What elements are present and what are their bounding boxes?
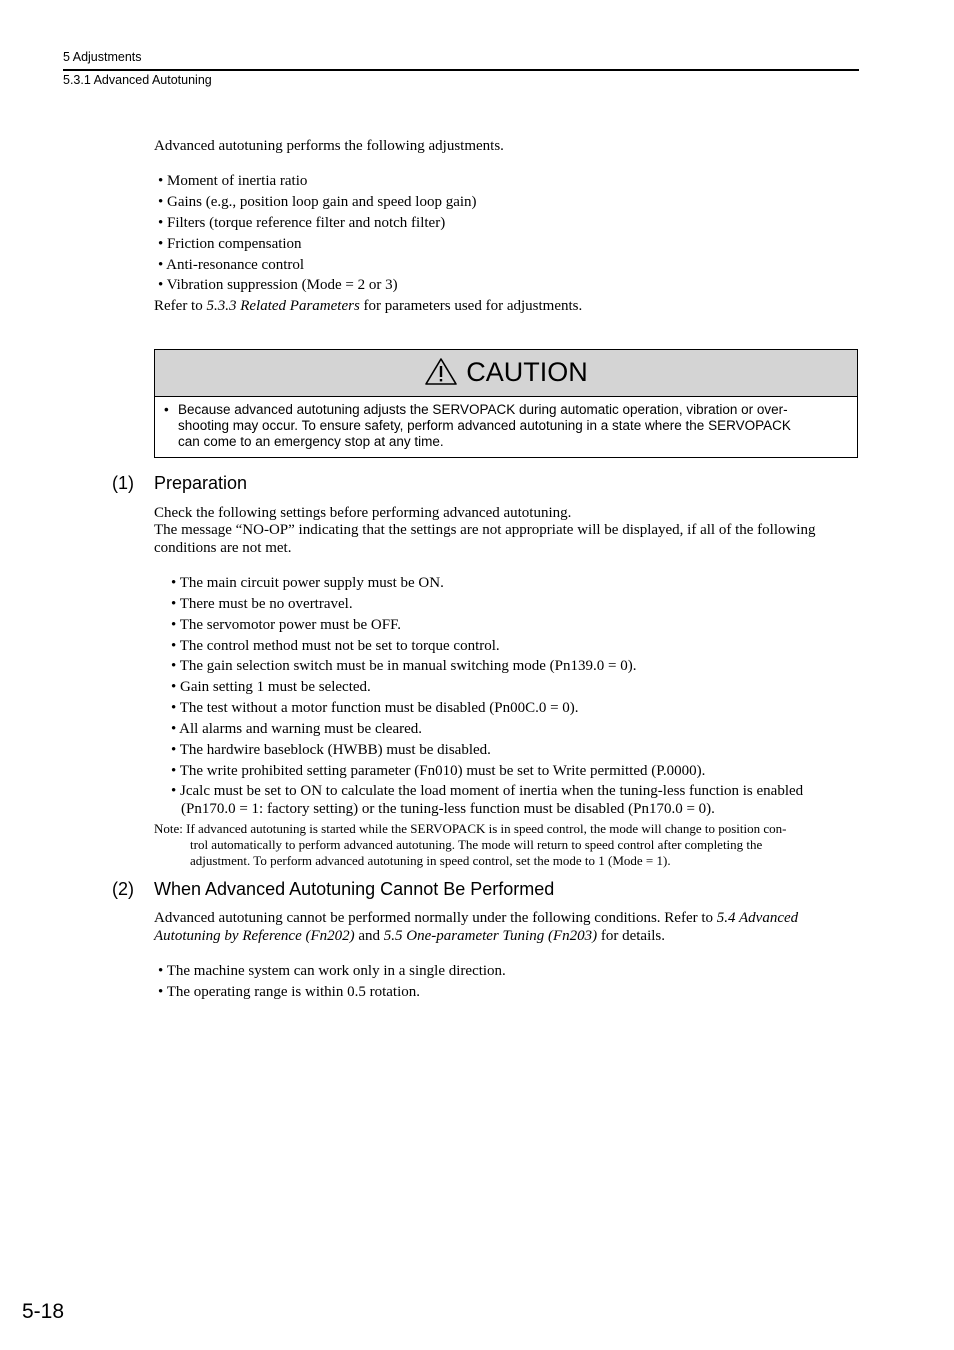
list-item: • The test without a motor function must be disabled (Pn00C.0 = 0).	[171, 700, 579, 716]
caution-title	[155, 356, 857, 388]
chapter-header: 5 Adjustments	[63, 50, 142, 64]
list-item: • The gain selection switch must be in manual switching mode (Pn139.0 = 0).	[171, 658, 637, 674]
list-item: • Gains (e.g., position loop gain and speed loop gain)	[158, 194, 477, 210]
list-item: • The machine system can work only in a single direction.	[158, 963, 506, 979]
caution-line: Because advanced autotuning adjusts the SERVOPACK during automatic operation, vibration or over-	[178, 402, 788, 417]
caution-line: shooting may occur. To ensure safety, perform advanced autotuning in a state where the SERVOPACK	[178, 418, 791, 433]
paragraph-line: conditions are not met.	[154, 540, 292, 556]
header-rule	[63, 69, 859, 71]
list-item-continuation: (Pn170.0 = 1: factory setting) or the tuning-less function must be disabled (Pn170.0 = 0).	[181, 801, 715, 817]
intro-text: Advanced autotuning performs the following adjustments.	[154, 138, 504, 154]
reference-link[interactable]: Autotuning by Reference (Fn202)	[154, 928, 355, 944]
list-item: • Gain setting 1 must be selected.	[171, 679, 371, 695]
section-number: (2)	[112, 879, 134, 899]
paragraph-line	[154, 927, 665, 945]
paragraph-text: and	[354, 928, 384, 944]
list-item: • The main circuit power supply must be ON.	[171, 575, 444, 591]
list-item: • Jcalc must be set to ON to calculate the load moment of inertia when the tuning-less function is enabled	[171, 783, 804, 799]
reference-link[interactable]: 5.5 One-parameter Tuning (Fn203)	[383, 928, 598, 944]
paragraph-line: The message “NO-OP” indicating that the settings are not appropriate will be displayed, if all of the following	[154, 522, 816, 538]
refer-text	[154, 297, 582, 315]
list-item: • The operating range is within 0.5 rotation.	[158, 984, 421, 1000]
warning-triangle-icon	[424, 357, 458, 386]
list-item: • Friction compensation	[158, 236, 302, 252]
caution-line: can come to an emergency stop at any time.	[178, 434, 444, 449]
refer-post: for parameters used for adjustments.	[359, 298, 583, 314]
paragraph-text: for details.	[597, 928, 666, 944]
refer-pre: Refer to	[154, 298, 207, 314]
reference-link[interactable]: 5.4 Advanced	[716, 910, 799, 926]
caution-header	[155, 350, 857, 397]
page-number: 5-18	[22, 1300, 65, 1323]
list-item: • There must be no overtravel.	[171, 596, 353, 612]
paragraph-line: Check the following settings before performing advanced autotuning.	[154, 505, 572, 521]
refer-link[interactable]: 5.3.3 Related Parameters	[206, 298, 360, 314]
caution-box	[154, 349, 858, 458]
list-item: • The servomotor power must be OFF.	[171, 617, 402, 633]
section-header: 5.3.1 Advanced Autotuning	[63, 73, 212, 87]
list-item: • The hardwire baseblock (HWBB) must be disabled.	[171, 742, 491, 758]
caution-title-text: CAUTION	[466, 357, 588, 387]
section-number: (1)	[112, 473, 134, 493]
list-item: • The write prohibited setting parameter (Fn010) must be set to Write permitted (P.0000).	[171, 763, 706, 779]
section-title: When Advanced Autotuning Cannot Be Performed	[154, 879, 555, 899]
list-item: • Moment of inertia ratio	[158, 173, 308, 189]
list-item: • Anti-resonance control	[158, 257, 305, 273]
note-line: Note: If advanced autotuning is started while the SERVOPACK is in speed control, the mode will change to position con-	[154, 821, 787, 836]
caution-bullet: •	[164, 402, 169, 417]
section-title: Preparation	[154, 473, 248, 493]
paragraph-line	[154, 909, 798, 927]
list-item: • Filters (torque reference filter and notch filter)	[158, 215, 446, 231]
note-line: adjustment. To perform advanced autotuning in speed control, set the mode to 1 (Mode = 1).	[190, 853, 671, 868]
paragraph-text: Advanced autotuning cannot be performed normally under the following conditions. Refer to	[154, 910, 717, 926]
list-item: • All alarms and warning must be cleared.	[171, 721, 423, 737]
list-item: • The control method must not be set to torque control.	[171, 638, 500, 654]
note-line: trol automatically to perform advanced autotuning. The mode will return to speed control after completing the	[190, 837, 763, 852]
list-item: • Vibration suppression (Mode = 2 or 3)	[158, 277, 398, 293]
